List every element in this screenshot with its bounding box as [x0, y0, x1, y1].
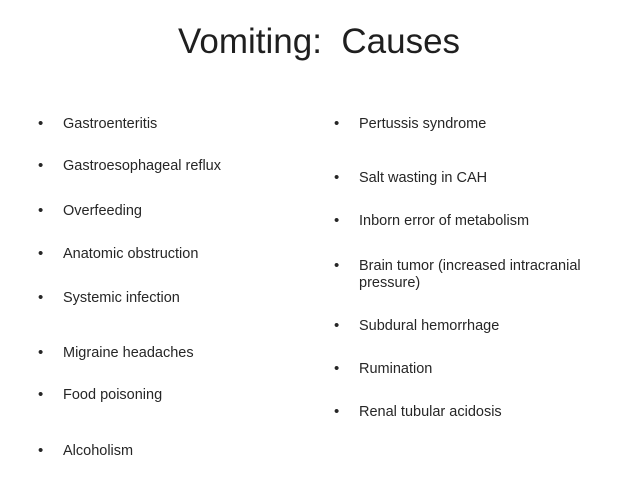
bullet-icon: • [38, 157, 44, 174]
bullet-icon: • [38, 386, 44, 403]
slide-title: Vomiting: Causes [177, 22, 461, 61]
list-item [38, 203, 298, 220]
list-item [38, 290, 298, 307]
bullet-icon: • [38, 344, 44, 361]
list-item-text: Brain tumor (increased intracranial pressure) [359, 258, 581, 291]
list-item [38, 246, 298, 263]
list-item [334, 318, 614, 335]
bullet-icon: • [334, 360, 340, 377]
list-item-text: Gastroesophageal reflux [63, 158, 221, 174]
list-item-text: Inborn error of metabolism [359, 213, 530, 229]
list-item-text: Anatomic obstruction [63, 246, 199, 262]
list-item [38, 345, 298, 362]
bullet-icon: • [334, 169, 340, 186]
bullet-icon: • [334, 317, 340, 334]
list-item [38, 443, 298, 460]
bullet-icon: • [38, 115, 44, 132]
list-item-text: Overfeeding [63, 203, 142, 219]
list-item-text: Alcoholism [63, 443, 134, 459]
bullet-icon: • [334, 403, 340, 420]
bullet-icon: • [38, 289, 44, 306]
list-item [334, 404, 614, 421]
bullet-icon: • [38, 245, 44, 262]
list-item-text: Renal tubular acidosis [359, 404, 502, 420]
list-item [334, 213, 614, 230]
list-item [38, 116, 298, 133]
list-item [38, 158, 298, 175]
list-item-text: Food poisoning [63, 387, 163, 403]
bullet-icon: • [334, 115, 340, 132]
list-item [334, 258, 614, 292]
list-item-text: Pertussis syndrome [359, 116, 487, 132]
list-item [334, 361, 614, 378]
bullet-icon: • [334, 212, 340, 229]
bullet-icon: • [38, 442, 44, 459]
list-item-text: Systemic infection [63, 290, 180, 306]
list-item-text: Gastroenteritis [63, 116, 158, 132]
list-item-text: Rumination [359, 361, 433, 377]
bullet-icon: • [334, 257, 340, 274]
list-item-text: Migraine headaches [63, 345, 194, 361]
list-item-text: Salt wasting in CAH [359, 170, 488, 186]
list-item [334, 116, 614, 133]
list-item [334, 170, 614, 187]
list-item [38, 387, 298, 404]
bullet-icon: • [38, 202, 44, 219]
list-item-text: Subdural hemorrhage [359, 318, 500, 334]
